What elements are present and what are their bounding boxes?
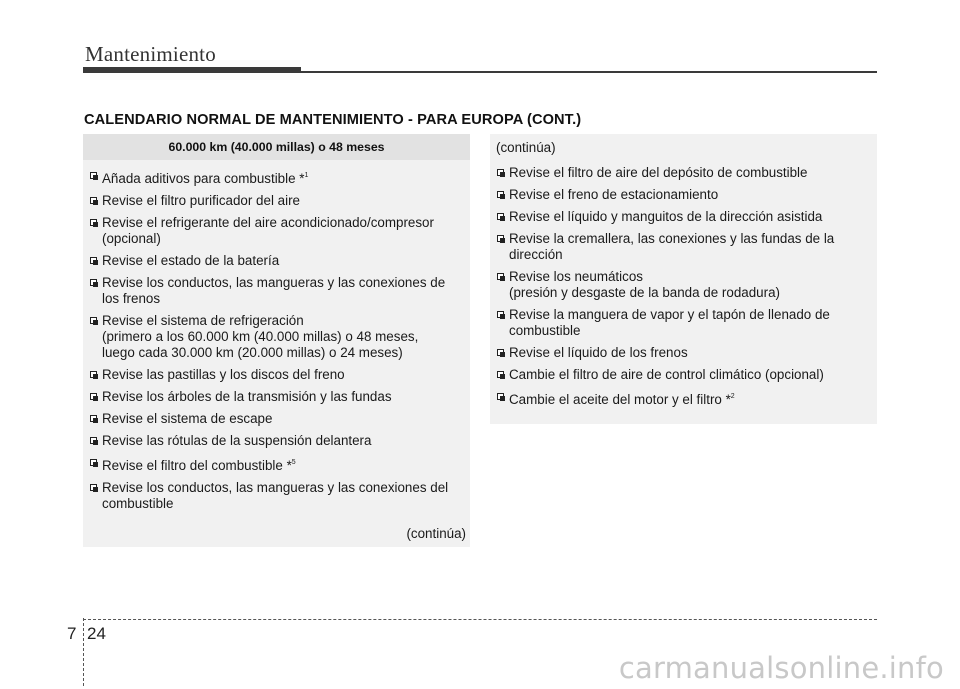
footer-rule <box>83 619 877 620</box>
checklist-item <box>83 215 470 247</box>
checkbox-square-icon <box>90 197 97 204</box>
checklist-item-text: Revise los neumáticos <box>509 269 643 284</box>
checklist-item <box>83 433 470 449</box>
checkbox-square-icon <box>90 393 97 400</box>
checkbox-square-icon <box>90 172 97 179</box>
checkbox-square-icon <box>90 437 97 444</box>
checklist-item-text <box>102 455 464 474</box>
checklist-item <box>490 187 877 203</box>
continued-note: (continúa) <box>496 140 556 155</box>
checkbox-square-icon <box>497 235 504 242</box>
checkbox-square-icon <box>497 371 504 378</box>
left-checklist <box>83 160 470 512</box>
checklist-item <box>83 313 470 361</box>
watermark: carmanualsonline.info <box>618 651 944 685</box>
checkbox-square-icon <box>90 484 97 491</box>
checklist-item-text: Revise la manguera de vapor y el tapón de llenado de <box>509 307 830 322</box>
checklist-item <box>83 389 470 405</box>
checklist-item-text: Revise el freno de estacionamiento <box>509 187 719 202</box>
checklist-item-text: (opcional) <box>102 231 161 246</box>
footnote-marker: 2 <box>730 393 735 400</box>
checklist-item-text: Revise el filtro purificador del aire <box>102 193 300 208</box>
checkbox-square-icon <box>497 213 504 220</box>
checklist-item-text <box>509 389 871 408</box>
checklist-item-text: Revise los árboles de la transmisión y las fundas <box>102 389 392 404</box>
checklist-item-text: combustible <box>509 323 581 338</box>
checkbox-square-icon <box>90 317 97 324</box>
checklist-item <box>83 411 470 427</box>
header-rule-thin <box>301 71 877 73</box>
checklist-item-text: Revise las pastillas y los discos del freno <box>102 367 345 382</box>
checklist-item-text: Revise la cremallera, las conexiones y las fundas de la <box>509 231 835 246</box>
header-rule-thick <box>83 67 301 73</box>
checklist-item-text: (primero a los 60.000 km (40.000 millas) o 48 meses, <box>102 329 419 344</box>
checklist-item-text: Revise el líquido de los frenos <box>509 345 688 360</box>
checklist-item-text: (presión y desgaste de la banda de rodadura) <box>509 285 780 300</box>
checklist-item-text: Revise el estado de la batería <box>102 253 280 268</box>
checklist-item-text: Revise los conductos, las mangueras y las conexiones de <box>102 275 446 290</box>
checkbox-square-icon <box>497 393 504 400</box>
checklist-item-line: Cambie el aceite del motor y el filtro * <box>509 392 731 407</box>
checkbox-square-icon <box>497 191 504 198</box>
checklist-item <box>83 480 470 512</box>
checklist-item-text: Revise el filtro de aire del depósito de combustible <box>509 165 808 180</box>
checklist-item-text: dirección <box>509 247 563 262</box>
checkbox-square-icon <box>497 311 504 318</box>
checklist-item <box>83 367 470 383</box>
checkbox-square-icon <box>497 349 504 356</box>
checklist-item <box>83 275 470 307</box>
left-maintenance-panel <box>83 134 470 547</box>
section-title: CALENDARIO NORMAL DE MANTENIMIENTO - PARA EUROPA (CONT.) <box>84 112 582 128</box>
checklist-item-text: Revise los conductos, las mangueras y las conexiones del <box>102 480 449 495</box>
checklist-item-text: los frenos <box>102 291 161 306</box>
checklist-item <box>83 168 470 187</box>
checklist-item-text: combustible <box>102 496 174 511</box>
checklist-item-text: Revise el líquido y manguitos de la dirección asistida <box>509 209 823 224</box>
checkbox-square-icon <box>90 371 97 378</box>
continues-note: (continúa) <box>406 526 466 541</box>
checklist-item <box>83 253 470 269</box>
checklist-item <box>490 345 877 361</box>
footnote-marker: 5 <box>291 459 296 466</box>
checklist-item-text: Revise el refrigerante del aire acondicionado/compresor <box>102 215 434 230</box>
checkbox-square-icon <box>90 257 97 264</box>
checkbox-square-icon <box>497 169 504 176</box>
footnote-marker: 1 <box>304 172 309 179</box>
checklist-item <box>83 193 470 209</box>
page-header-title: Mantenimiento <box>85 42 216 66</box>
checklist-item-line: Revise el filtro del combustible * <box>102 458 292 473</box>
checklist-item <box>490 367 877 383</box>
checklist-item <box>83 455 470 474</box>
checkbox-square-icon <box>90 279 97 286</box>
page-number: 24 <box>87 624 106 643</box>
checklist-item <box>490 389 877 408</box>
checklist-item-line: Añada aditivos para combustible * <box>102 171 305 186</box>
checklist-item <box>490 165 877 181</box>
interval-heading: 60.000 km (40.000 millas) o 48 meses <box>83 134 470 160</box>
checkbox-square-icon <box>90 415 97 422</box>
checklist-item <box>490 209 877 225</box>
footer-divider <box>83 618 84 686</box>
chapter-number: 7 <box>67 624 77 643</box>
checklist-item-text: luego cada 30.000 km (20.000 millas) o 24 meses) <box>102 345 403 360</box>
checklist-item-text <box>102 168 464 187</box>
checklist-item <box>490 231 877 263</box>
checklist-item-text: Cambie el filtro de aire de control climático (opcional) <box>509 367 824 382</box>
right-checklist <box>490 165 877 408</box>
checkbox-square-icon <box>90 459 97 466</box>
checkbox-square-icon <box>90 219 97 226</box>
right-maintenance-panel <box>490 134 877 424</box>
checklist-item-text: Revise las rótulas de la suspensión delantera <box>102 433 372 448</box>
checklist-item <box>490 307 877 339</box>
checklist-item-text: Revise el sistema de refrigeración <box>102 313 304 328</box>
checklist-item <box>490 269 877 301</box>
checklist-item-text: Revise el sistema de escape <box>102 411 273 426</box>
checkbox-square-icon <box>497 273 504 280</box>
